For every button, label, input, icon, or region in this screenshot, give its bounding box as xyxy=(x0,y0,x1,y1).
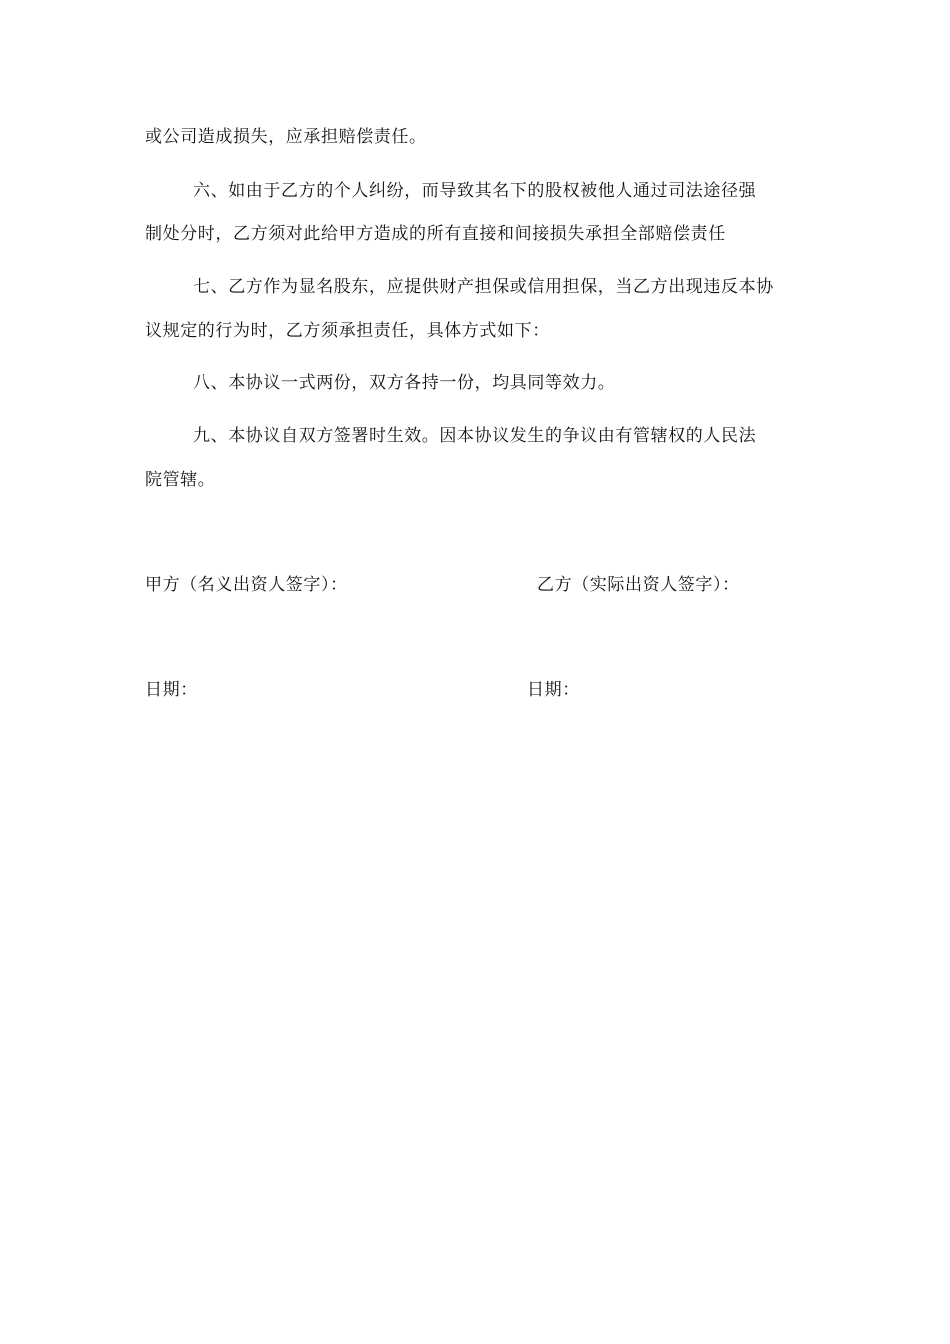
clause-six-line-2: 制处分时，乙方须对此给甲方造成的所有直接和间接损失承担全部赔偿责任 xyxy=(145,224,726,244)
clause-five-tail: 或公司造成损失，应承担赔偿责任。 xyxy=(145,127,427,147)
clause-nine-line-1: 九、本协议自双方签署时生效。因本协议发生的争议由有管辖权的人民法 xyxy=(193,426,757,446)
clause-six-line-1: 六、如由于乙方的个人纠纷，而导致其名下的股权被他人通过司法途径强 xyxy=(193,181,757,201)
party-a-date-label: 日期： xyxy=(145,680,198,700)
clause-eight: 八、本协议一式两份，双方各持一份，均具同等效力。 xyxy=(193,373,616,393)
party-a-signature-label: 甲方（名义出资人签字）： xyxy=(145,575,348,595)
party-b-date-label: 日期： xyxy=(527,680,580,700)
clause-seven-line-1: 七、乙方作为显名股东，应提供财产担保或信用担保，当乙方出现违反本协 xyxy=(193,277,774,297)
clause-seven-line-2: 议规定的行为时，乙方须承担责任，具体方式如下： xyxy=(145,321,550,341)
party-b-signature-label: 乙方（实际出资人签字）： xyxy=(537,575,740,595)
clause-nine-line-2: 院管辖。 xyxy=(145,470,216,490)
